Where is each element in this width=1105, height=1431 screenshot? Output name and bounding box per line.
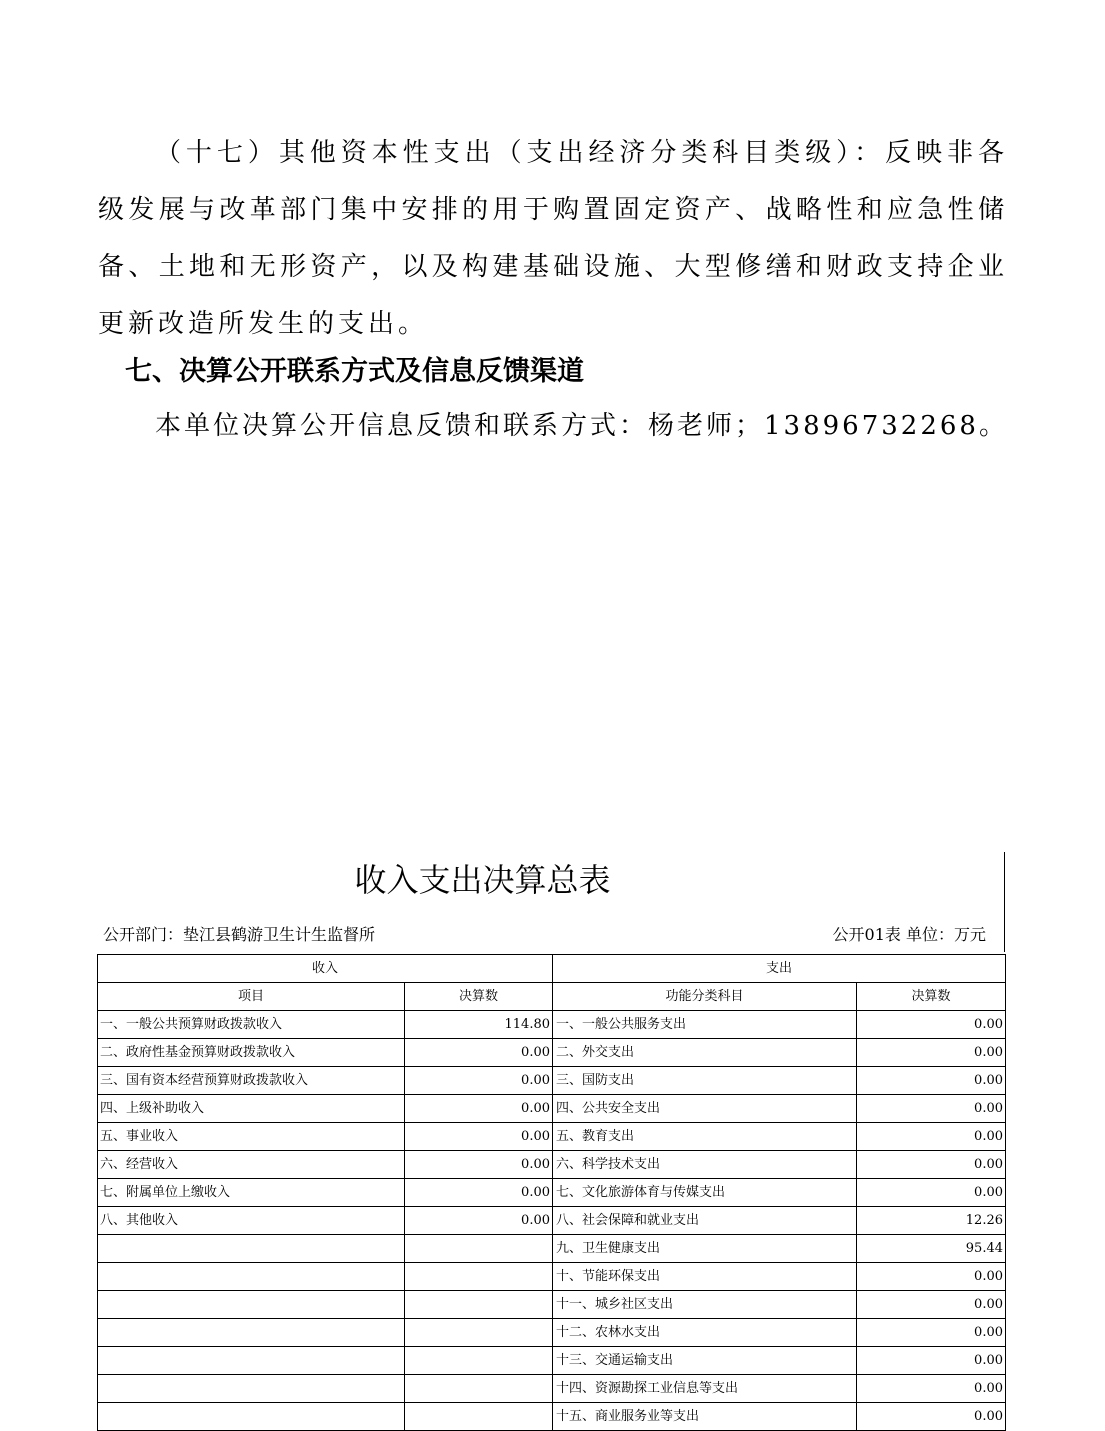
table-row (98, 1403, 1006, 1431)
income-item-cell: 一、一般公共预算财政拨款收入 (98, 1011, 405, 1039)
income-amount-cell (405, 1263, 553, 1291)
expense-amount-cell: 95.44 (857, 1235, 1006, 1263)
income-amount-cell (405, 1347, 553, 1375)
expense-item-cell: 十二、农林水支出 (553, 1319, 857, 1347)
expense-amount-cell: 0.00 (857, 1347, 1006, 1375)
expense-amount-cell: 0.00 (857, 1151, 1006, 1179)
expense-amount-cell: 0.00 (857, 1095, 1006, 1123)
table-row (98, 1263, 1006, 1291)
income-amount-cell: 0.00 (405, 1067, 553, 1095)
expense-amount-cell: 0.00 (857, 1319, 1006, 1347)
expense-item-cell: 十四、资源勘探工业信息等支出 (553, 1375, 857, 1403)
col-function-header: 功能分类科目 (553, 983, 857, 1011)
income-item-cell: 六、经营收入 (98, 1151, 405, 1179)
department-label: 公开部门：垫江县鹤游卫生计生监督所 (103, 925, 376, 944)
expense-item-cell: 十一、城乡社区支出 (553, 1291, 857, 1319)
col-item-header: 项目 (98, 983, 405, 1011)
income-amount-cell (405, 1235, 553, 1263)
table-row (98, 1291, 1006, 1319)
expense-amount-cell: 12.26 (857, 1207, 1006, 1235)
table-row (98, 1011, 1006, 1039)
expense-item-cell: 一、一般公共服务支出 (553, 1011, 857, 1039)
table-row (98, 1151, 1006, 1179)
section-heading: 七、决算公开联系方式及信息反馈渠道 (125, 356, 584, 387)
income-item-cell (98, 1319, 405, 1347)
income-header: 收入 (98, 955, 553, 983)
income-amount-cell: 114.80 (405, 1011, 553, 1039)
income-item-cell: 三、国有资本经营预算财政拨款收入 (98, 1067, 405, 1095)
paragraph-text: （十七）其他资本性支出（支出经济分类科目类级）：反映非各级发展与改革部门集中安排的用于购置固定资产、战略性和应急性储备、土地和无形资产，以及构建基础设施、大型修缮和财政支持企业更新改造所发生的支出。 (98, 138, 1008, 339)
table-row (98, 1095, 1006, 1123)
table-row (98, 1235, 1006, 1263)
col-amount2-header: 决算数 (857, 983, 1006, 1011)
income-amount-cell (405, 1319, 553, 1347)
income-amount-cell: 0.00 (405, 1179, 553, 1207)
income-item-cell (98, 1291, 405, 1319)
table-title: 收入支出决算总表 (354, 861, 611, 899)
page-divider-line (1004, 852, 1005, 952)
expense-header: 支出 (553, 955, 1006, 983)
income-item-cell: 五、事业收入 (98, 1123, 405, 1151)
table-row (98, 1207, 1006, 1235)
income-item-cell (98, 1263, 405, 1291)
table-row (98, 1067, 1006, 1095)
table-row (98, 1039, 1006, 1067)
expense-item-cell: 五、教育支出 (553, 1123, 857, 1151)
expense-amount-cell: 0.00 (857, 1263, 1006, 1291)
income-amount-cell: 0.00 (405, 1207, 553, 1235)
expense-item-cell: 四、公共安全支出 (553, 1095, 857, 1123)
expense-amount-cell: 0.00 (857, 1403, 1006, 1431)
table-row (98, 1375, 1006, 1403)
expense-item-cell: 二、外交支出 (553, 1039, 857, 1067)
income-item-cell: 七、附属单位上缴收入 (98, 1179, 405, 1207)
table-row (98, 1123, 1006, 1151)
income-amount-cell: 0.00 (405, 1123, 553, 1151)
expense-amount-cell: 0.00 (857, 1039, 1006, 1067)
income-amount-cell (405, 1375, 553, 1403)
table-header-row-1 (98, 955, 1006, 983)
expense-item-cell: 七、文化旅游体育与传媒支出 (553, 1179, 857, 1207)
expense-item-cell: 十、节能环保支出 (553, 1263, 857, 1291)
expense-item-cell: 八、社会保障和就业支出 (553, 1207, 857, 1235)
income-amount-cell: 0.00 (405, 1095, 553, 1123)
table-row (98, 1347, 1006, 1375)
income-amount-cell: 0.00 (405, 1039, 553, 1067)
expense-item-cell: 六、科学技术支出 (553, 1151, 857, 1179)
table-row (98, 1179, 1006, 1207)
table-row (98, 1319, 1006, 1347)
expense-item-cell: 九、卫生健康支出 (553, 1235, 857, 1263)
expense-amount-cell: 0.00 (857, 1067, 1006, 1095)
form-unit-label: 公开01表 单位：万元 (832, 925, 986, 944)
income-amount-cell (405, 1403, 553, 1431)
income-item-cell (98, 1403, 405, 1431)
expense-item-cell: 十五、商业服务业等支出 (553, 1403, 857, 1431)
expense-amount-cell: 0.00 (857, 1011, 1006, 1039)
expense-amount-cell: 0.00 (857, 1179, 1006, 1207)
contact-line: 本单位决算公开信息反馈和联系方式：杨老师；13896732268。 (155, 411, 1008, 441)
col-amount-header: 决算数 (405, 983, 553, 1011)
expense-item-cell: 十三、交通运输支出 (553, 1347, 857, 1375)
expense-item-cell: 三、国防支出 (553, 1067, 857, 1095)
income-item-cell (98, 1375, 405, 1403)
income-expense-summary-table (97, 954, 1006, 1431)
income-item-cell (98, 1235, 405, 1263)
income-item-cell: 二、政府性基金预算财政拨款收入 (98, 1039, 405, 1067)
income-item-cell: 八、其他收入 (98, 1207, 405, 1235)
income-amount-cell: 0.00 (405, 1151, 553, 1179)
expense-amount-cell: 0.00 (857, 1123, 1006, 1151)
income-item-cell (98, 1347, 405, 1375)
table-header-row-2 (98, 983, 1006, 1011)
income-item-cell: 四、上级补助收入 (98, 1095, 405, 1123)
body-paragraph (98, 125, 1008, 353)
income-amount-cell (405, 1291, 553, 1319)
expense-amount-cell: 0.00 (857, 1291, 1006, 1319)
expense-amount-cell: 0.00 (857, 1375, 1006, 1403)
